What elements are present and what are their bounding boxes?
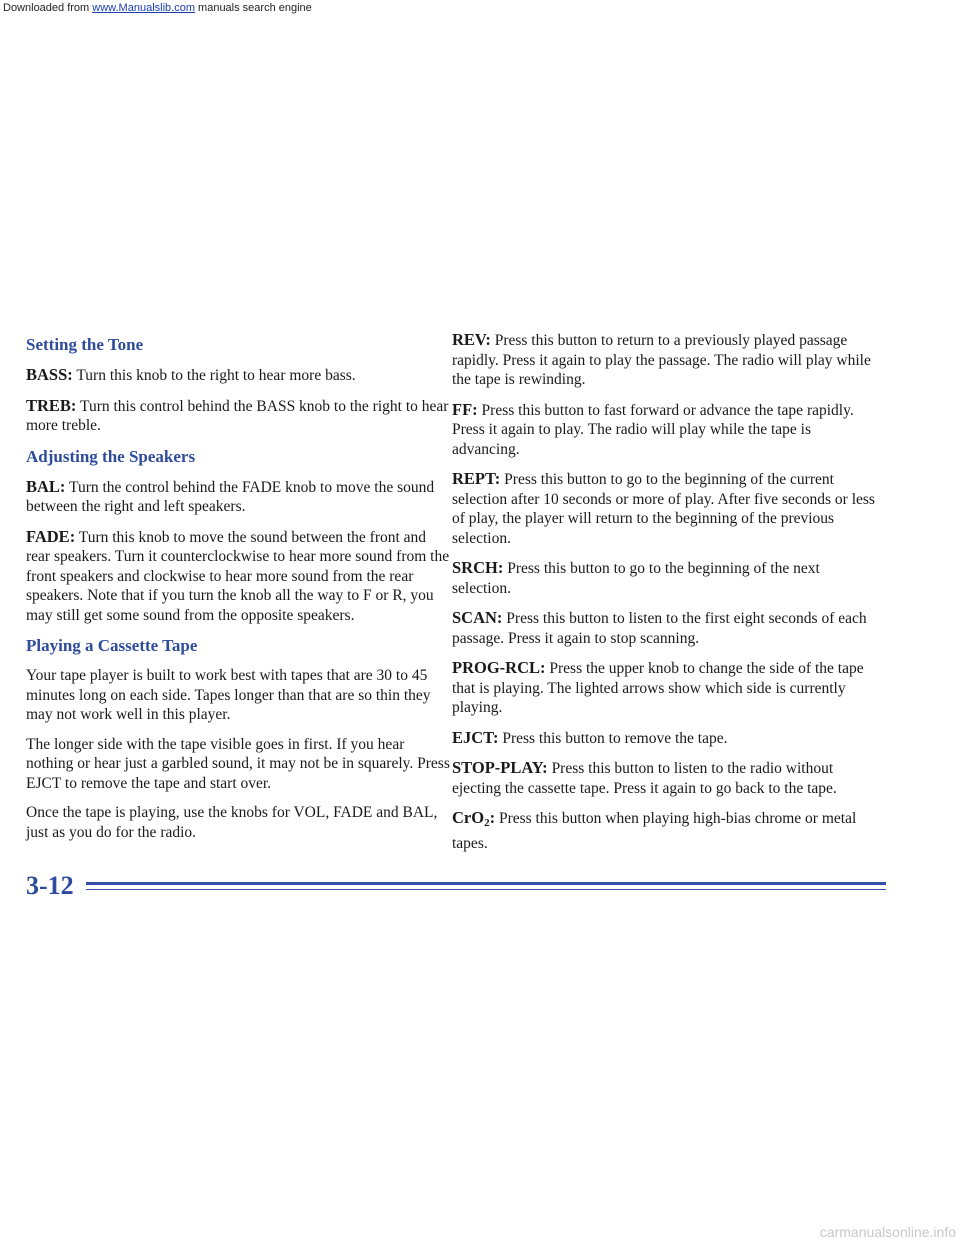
fade-term: FADE: xyxy=(26,526,76,546)
footer-rule-thin xyxy=(86,889,886,890)
banner-prefix: Downloaded from xyxy=(3,2,93,14)
bass-paragraph xyxy=(26,365,450,386)
ejct-term: EJCT: xyxy=(452,727,499,747)
right-column xyxy=(452,330,880,863)
cassette-paragraph-1: Your tape player is built to work best with tapes that are 30 to 45 minutes long on each side. Tapes longer than that are so thin they may not work well in this player. xyxy=(26,667,431,723)
cro2-paragraph xyxy=(452,808,880,853)
page-footer xyxy=(26,868,886,908)
srch-text: Press this button to go to the beginning of the next selection. xyxy=(452,560,820,597)
scan-text: Press this button to listen to the first eight seconds of each passage. Press it again to stop scanning. xyxy=(452,610,867,647)
ff-text: Press this button to fast forward or advance the tape rapidly. Press it again to play. The radio will play while the tape is advancing. xyxy=(452,401,854,458)
ejct-text: Press this button to remove the tape. xyxy=(498,729,728,747)
cro2-term xyxy=(452,808,495,827)
bal-text: Turn the control behind the FADE knob to move the sound between the right and left speakers. xyxy=(26,478,435,515)
ejct-paragraph xyxy=(452,728,880,749)
page-number: 3-12 xyxy=(26,871,74,900)
cro2-term-colon: : xyxy=(489,808,496,827)
heading-adjusting-speakers: Adjusting the Speakers xyxy=(26,446,196,466)
srch-term: SRCH: xyxy=(452,558,504,577)
stop-play-paragraph xyxy=(452,758,880,798)
heading-playing-cassette: Playing a Cassette Tape xyxy=(26,636,198,655)
rept-paragraph xyxy=(452,469,880,548)
scan-term: SCAN: xyxy=(452,608,503,627)
scan-paragraph xyxy=(452,608,880,648)
cassette-paragraph-3: Once the tape is playing, use the knobs for VOL, FADE and BAL, just as you do for the radio. xyxy=(26,804,438,841)
fade-paragraph xyxy=(26,527,450,626)
banner-suffix: manuals search engine xyxy=(194,2,312,14)
ff-term: FF: xyxy=(452,399,478,419)
treb-text: Turn this control behind the BASS knob to the right to hear more treble. xyxy=(26,397,449,434)
treb-paragraph xyxy=(26,396,450,436)
bal-paragraph xyxy=(26,477,450,517)
watermark: carmanualsonline.info xyxy=(819,1224,956,1240)
download-banner xyxy=(0,0,315,16)
cro2-term-main: CrO xyxy=(452,808,485,827)
treb-term: TREB: xyxy=(26,395,77,415)
rev-text: Press this button to return to a previously played passage rapidly. Press it again to play the passage. The radio will play while the tape is rewinding. xyxy=(452,332,871,388)
bass-text: Turn this knob to the right to hear more bass. xyxy=(72,367,356,384)
ff-paragraph xyxy=(452,400,880,460)
heading-setting-tone: Setting the Tone xyxy=(26,335,144,354)
prog-rcl-text: Press the upper knob to change the side of the tape that is playing. The lighted arrows show which side is currently playing. xyxy=(452,660,864,716)
rept-term: REPT: xyxy=(452,469,501,488)
cassette-paragraph-2: The longer side with the tape visible goes in first. If you hear nothing or hear just a garbled sound, it may not be in squarely. Press EJCT to remove the tape and start over. xyxy=(26,735,450,792)
stop-play-text: Press this button to listen to the radio without ejecting the cassette tape. Press it again to go back to the tape. xyxy=(452,760,837,797)
rev-paragraph xyxy=(452,330,880,390)
left-column xyxy=(26,330,450,852)
bal-term: BAL: xyxy=(26,476,66,496)
rept-text: Press this button to go to the beginning of the current selection after 10 seconds or more of play. After five seconds or less of play, the player will return to the beginning of the previous selection. xyxy=(452,471,875,547)
cro2-text: Press this button when playing high-bias chrome or metal tapes. xyxy=(452,810,857,852)
bass-term: BASS: xyxy=(26,365,73,384)
stop-play-term: STOP-PLAY: xyxy=(452,758,548,777)
footer-rule-thick xyxy=(86,882,886,885)
prog-rcl-term: PROG-RCL: xyxy=(452,658,546,677)
manualslib-link[interactable]: www.Manualslib.com xyxy=(92,2,195,14)
fade-text: Turn this knob to move the sound between the front and rear speakers. Turn it counterclockwise to hear more sound from the front speakers and clockwise to hear more sound from the rear speakers. Note that if you turn the knob all the way to F or R, you may still get some sound from the opposite speakers. xyxy=(26,528,450,624)
cro2-subscript: 2 xyxy=(484,817,490,829)
prog-rcl-paragraph xyxy=(452,658,880,718)
srch-paragraph xyxy=(452,558,880,598)
rev-term: REV: xyxy=(452,330,491,349)
